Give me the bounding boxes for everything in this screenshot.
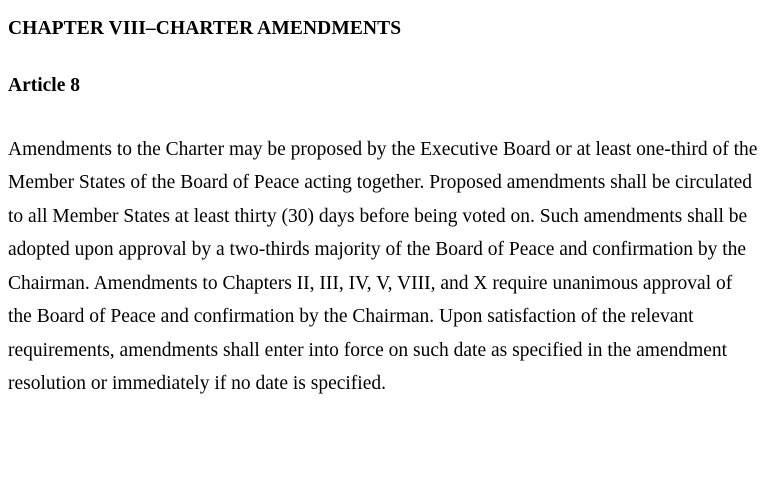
article-body-paragraph: Amendments to the Charter may be proposed by the Executive Board or at least one-third of the Member States of the Board of Peace acting together. Proposed amendments shall be circulated to all Member States at least thirty (30) days before being voted on. Such amendments shall be adopted upon approval by a two-thirds majority of the Board of Peace and confirmation by the Chairman. Amendments to Chapters II, III, IV, V, VIII, and X require unanimous approval of the Board of Peace and confirmation by the Chairman. Upon satisfaction of the relevant requirements, amendments shall enter into force on such date as specified in the amendment resolution or immediately if no date is specified. [8, 138, 758, 395]
chapter-heading: CHAPTER VIII–CHARTER AMENDMENTS [8, 18, 402, 39]
article-label: Article 8 [8, 75, 81, 97]
